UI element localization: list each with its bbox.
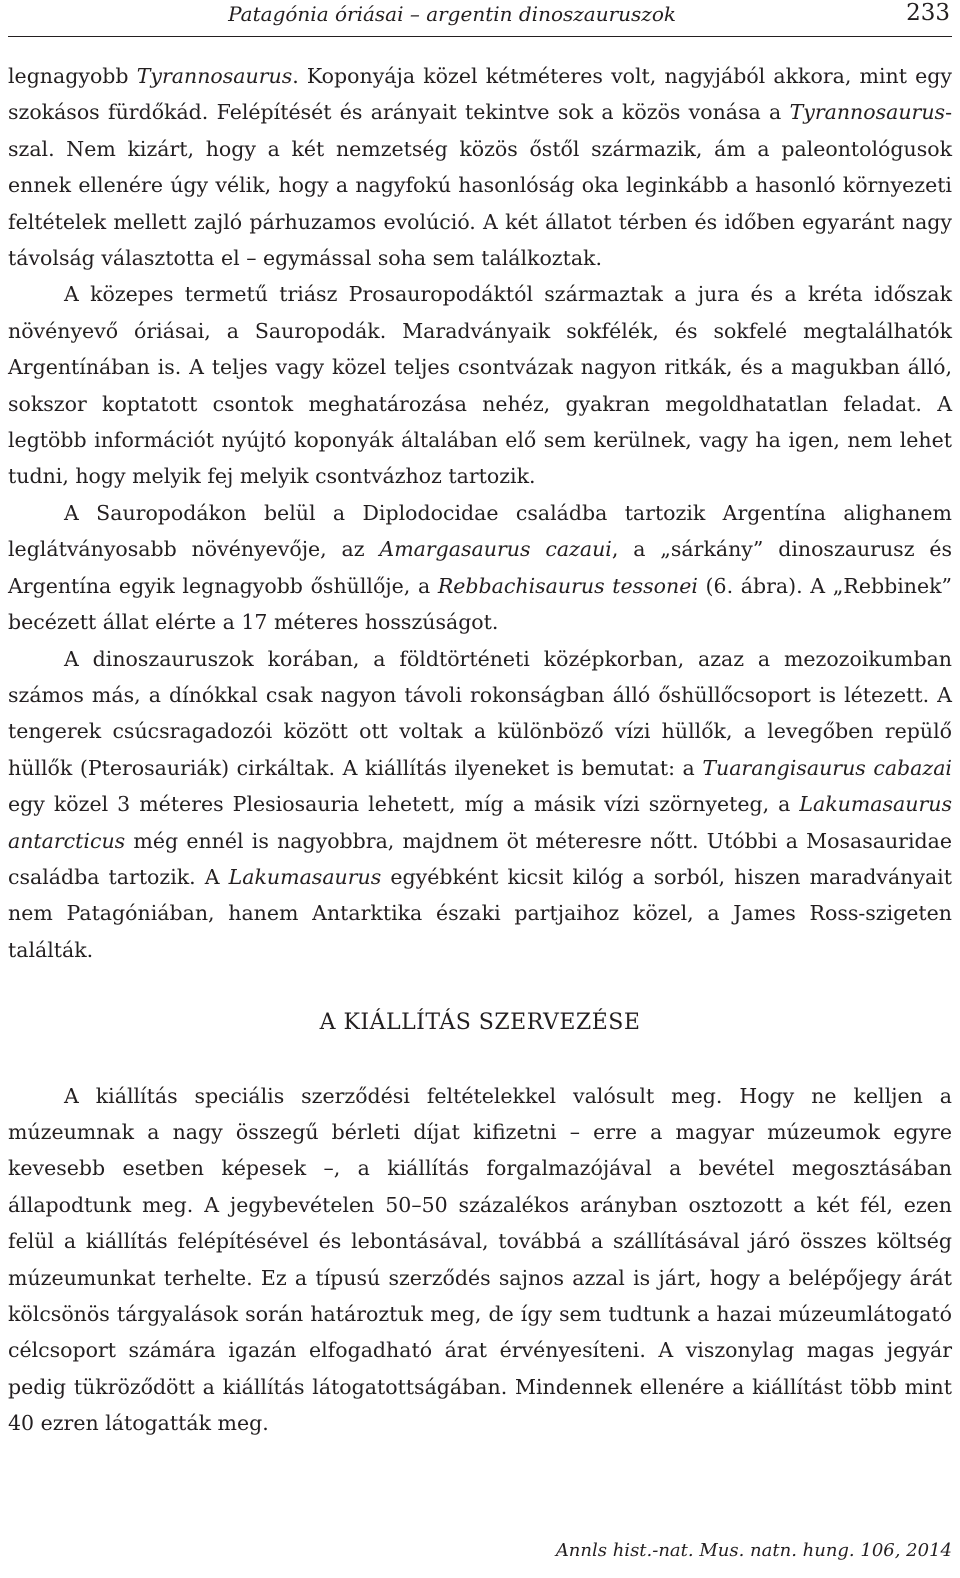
paragraph [8, 641, 952, 969]
paragraph [8, 276, 952, 494]
italic-taxon-name: Lakumasaurus antarcticus [8, 792, 952, 853]
italic-taxon-name: Tuarangisaurus cabazai [702, 755, 952, 780]
italic-taxon-name: Tyrannosaurus [136, 64, 293, 88]
italic-taxon-name: Tyrannosaurus [789, 100, 946, 125]
italic-taxon-name: Lakumasaurus [228, 864, 382, 889]
paragraph [8, 58, 952, 276]
page-header [8, 0, 952, 37]
running-title: Patagónia óriásai – argentin dinoszauruszok [228, 2, 676, 26]
text-run: egy közel 3 méteres Plesiosauria lehetett, míg a másik vízi szörnyeteg, a [8, 792, 800, 817]
paragraph [8, 1078, 952, 1442]
text-run: , a „sárkány” dinoszaurusz és Argentína egyik legnagyobb őshüllője, a [8, 537, 952, 598]
text-run: -szal. Nem kizárt, hogy a két nemzetség közös őstől származik, ám a paleontológusok ennek ellenére úgy vélik, hogy a nagyfokú hasonlóság oka leginkább a hasonló környezeti feltételek mellett zajló párhuzamos evolúció. A két állatot térben és időben egyaránt nagy távolság választotta el – egymással soha sem találkoztak. [8, 100, 952, 271]
text-run: legnagyobb [8, 64, 137, 88]
text-run: még ennél is nagyobbra, majdnem öt méteresre nőtt. Utóbbi a Mosasauridae családba tartozik. A [8, 828, 952, 889]
text-run: egyébként kicsit kilóg a sorból, hiszen maradványait nem Patagóniában, hanem Antarktika északi partjaihoz közel, a James Ross-szigeten találták. [8, 864, 952, 962]
italic-taxon-name: Amargasaurus cazaui [379, 537, 612, 562]
text-run: A közepes termetű triász Prosauropodáktól származtak a jura és a kréta időszak növényevő óriásai, a Sauropodák. Maradványaik sokfélék, és sokfelé megtalálhatók Argentínában is. A teljes vagy közel teljes csontvázak nagyon ritkák, és a magukban álló, sokszor koptatott csontok meghatározása nehéz, gyakran megoldhatatlan feladat. A legtöbb információt nyújtó koponyák általában elő sem kerülnek, vagy ha igen, nem lehet tudni, hogy melyik fej melyik csontvázhoz tartozik. [8, 282, 952, 489]
text-run: A KIÁLLÍTÁS SZERVEZÉSE [319, 1010, 641, 1036]
text-run: A Sauropodákon belül a Diplodocidae családba tartozik Argentína alighanem leglátványosabb növényevője, az [8, 500, 952, 562]
italic-taxon-name: Rebbachisaurus tessonei [437, 573, 698, 598]
paragraph [8, 495, 952, 641]
text-run: . Koponyája közel kétméteres volt, nagyjából akkora, mint egy szokásos fürdőkád. Felépítését és arányait tekintve sok a közös vonása a [8, 64, 953, 125]
text-run: A kiállítás speciális szerződési feltételekkel valósult meg. Hogy ne kelljen a múzeumnak a nagy összegű bérleti díjat kifizetni – erre a magyar múzeumok egyre kevesebb esetben képesek –, a kiállítás forgalmazójával a bevétel megosztásában állapodtunk meg. A jegybevételen 50–50 százalékos arányban osztozott a két fél, ezen felül a kiállítás felépítésével és lebontásával, továbbá a szállításával járó összes költség múzeumunkat terhelte. Ez a típusú szerződés sajnos azzal is járt, hogy a belépőjegy árát kölcsönös tárgyalások során határoztuk meg, de így sem tudtunk a hazai múzeumlátogató célcsoport számára igazán elfogadható árat érvényesíteni. A viszonylag magas jegyár pedig tükröződött a kiállítás látogatottságában. Mindennek ellenére a kiállítást több mint 40 ezren látogatták meg. [8, 1083, 952, 1436]
text-run: (6. ábra). A „Rebbinek” becézett állat elérte a 17 méteres hosszúságot. [8, 573, 952, 635]
page-number: 233 [906, 0, 950, 26]
text-run: A dinoszauruszok korában, a földtörténeti középkorban, azaz a mezozoikumban számos más, a dínókkal csak nagyon távoli rokonságban álló őshüllőcsoport is létezett. A tengerek csúcsragadozói között ott voltak a különböző vízi hüllők, a levegőben repülő hüllők (Pterosauriák) cirkáltak. A kiállítás ilyeneket is bemutat: a [8, 646, 952, 780]
article-body [8, 58, 952, 1442]
section-heading [8, 1005, 952, 1041]
journal-citation: Annls hist.-nat. Mus. natn. hung. 106, 2014 [555, 1540, 952, 1561]
